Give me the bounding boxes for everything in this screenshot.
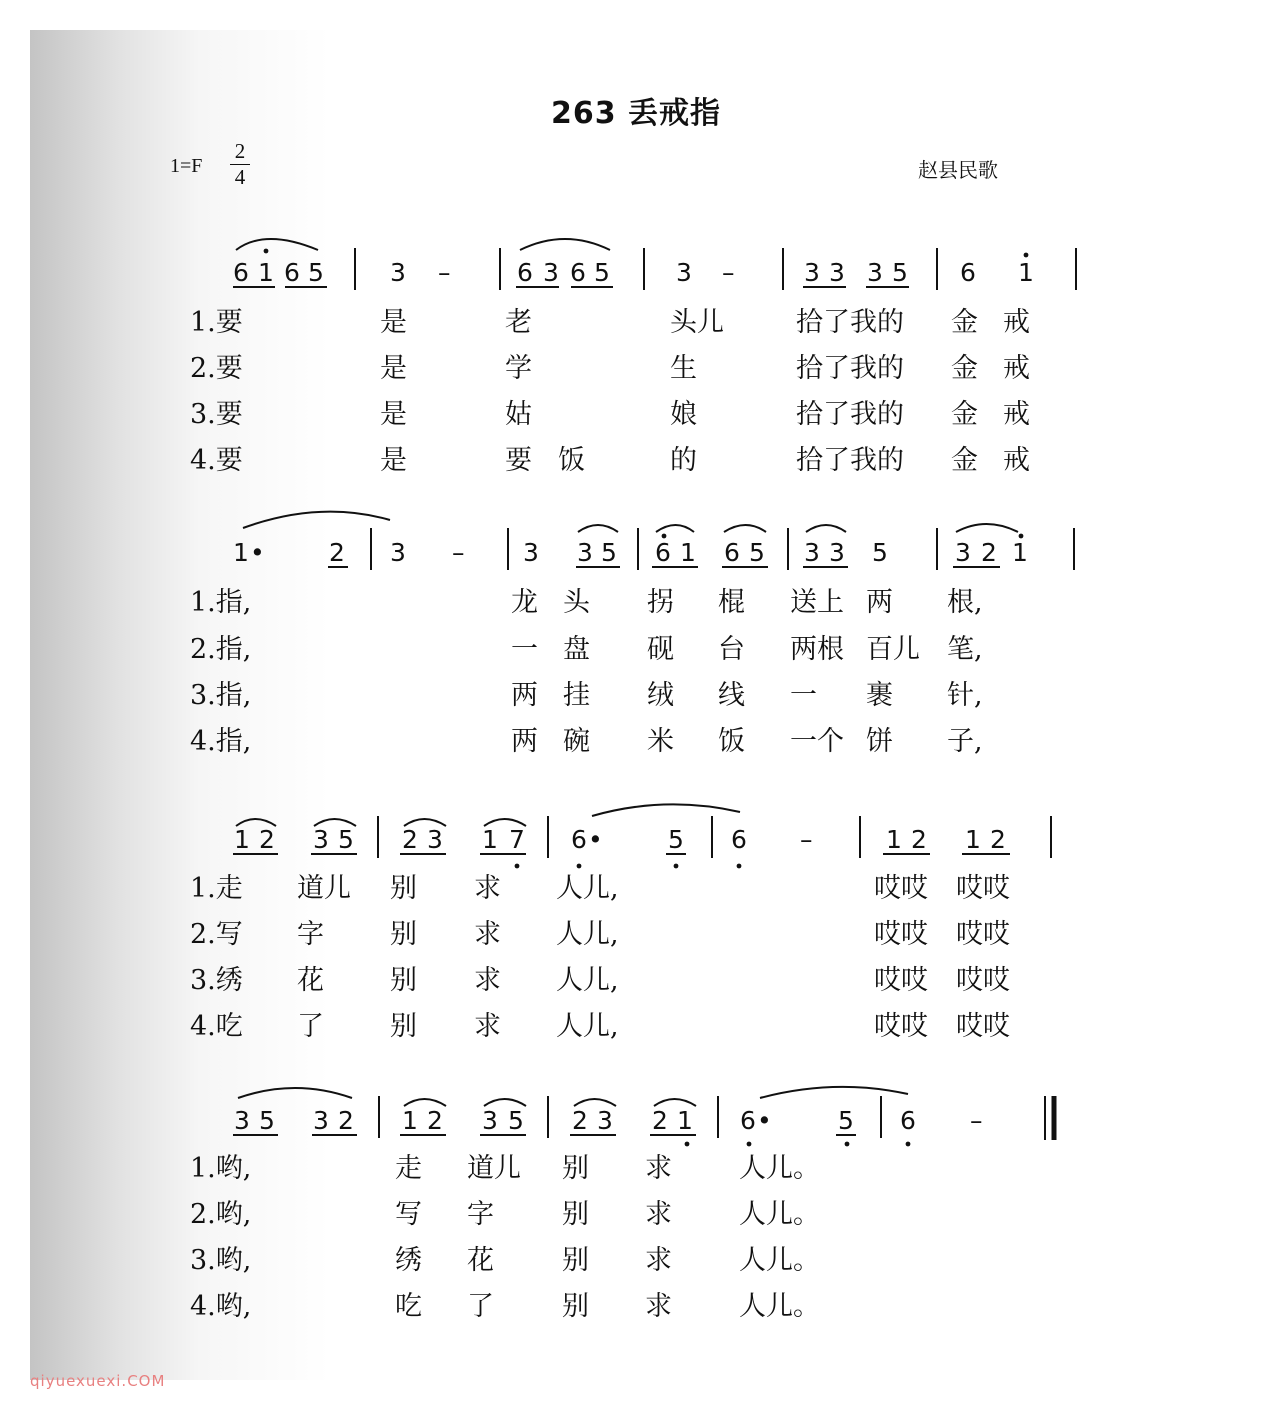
high-octave-dot xyxy=(1024,253,1029,258)
song-title: 263 丢戒指 xyxy=(550,96,722,131)
note: 2 xyxy=(402,825,418,854)
note: 3 xyxy=(390,538,406,567)
lyric: 求 xyxy=(645,1199,672,1230)
lyric: 一个 xyxy=(790,726,844,757)
note: 6 xyxy=(900,1106,916,1135)
lyric: 别 xyxy=(390,1011,417,1042)
lyric: 子, xyxy=(947,726,983,757)
note: 5 xyxy=(338,825,354,854)
lyric: 3.绣 xyxy=(190,965,243,996)
note: 5 xyxy=(308,258,324,287)
lyric: 人儿, xyxy=(556,919,619,950)
dash: – xyxy=(722,258,735,287)
lyric: 头儿 xyxy=(670,307,724,338)
lyric: 别 xyxy=(390,919,417,950)
note: 3 xyxy=(543,258,559,287)
note: 5 xyxy=(668,825,684,854)
note: 6 xyxy=(731,825,747,854)
note: 5 xyxy=(838,1106,854,1135)
lyric: 3.要 xyxy=(190,399,243,430)
lyric: 一 xyxy=(790,680,817,711)
time-signature-top: 2 xyxy=(234,139,246,163)
note: 1 xyxy=(680,538,696,567)
lyric: 吃 xyxy=(395,1291,422,1322)
note: 1 xyxy=(1018,258,1034,287)
lyric: 要 xyxy=(505,445,532,476)
slur xyxy=(243,512,390,528)
note: 3 xyxy=(597,1106,613,1135)
lyric: 3.哟, xyxy=(190,1245,252,1276)
lyric: 4.吃 xyxy=(190,1011,243,1042)
lyric: 道儿 xyxy=(297,873,351,904)
lyric: 了 xyxy=(297,1011,324,1042)
note: 3 xyxy=(523,538,539,567)
note: 3 xyxy=(390,258,406,287)
lyric: 别 xyxy=(562,1291,589,1322)
note: 3 xyxy=(313,1106,329,1135)
lyric: 针, xyxy=(947,680,983,711)
lyric: 是 xyxy=(380,353,407,384)
lyric: 走 xyxy=(395,1153,422,1184)
note: 6 xyxy=(740,1106,756,1135)
lyric: 哎哎 xyxy=(956,919,1010,950)
lyric: 别 xyxy=(390,873,417,904)
lyric: 碗 xyxy=(563,726,590,757)
slur xyxy=(592,804,740,816)
lyric: 别 xyxy=(562,1199,589,1230)
lyric: 求 xyxy=(645,1153,672,1184)
lyric: 戒 xyxy=(1003,445,1030,476)
key-signature: 1=F xyxy=(170,155,203,177)
note: 6 xyxy=(724,538,740,567)
lyric: 人儿。 xyxy=(739,1199,820,1230)
lyric: 人儿, xyxy=(556,873,619,904)
note: 3 xyxy=(804,538,820,567)
lyric: 写 xyxy=(395,1199,422,1230)
note: 2 xyxy=(652,1106,668,1135)
lyric: 哎哎 xyxy=(956,1011,1010,1042)
lyric: 线 xyxy=(718,680,745,711)
slur xyxy=(578,525,618,532)
slur xyxy=(724,525,766,532)
lyric: 3.指, xyxy=(190,680,252,711)
note: 5 xyxy=(594,258,610,287)
lyric: 人儿。 xyxy=(739,1153,820,1184)
note: 5 xyxy=(508,1106,524,1135)
song-source: 赵县民歌 xyxy=(918,158,998,182)
lyric: 金 xyxy=(951,399,978,430)
note: 1 xyxy=(1012,538,1028,567)
low-octave-dot xyxy=(515,864,520,869)
lyric: 拾了我的 xyxy=(796,307,904,338)
note: 6 xyxy=(960,258,976,287)
lyric: 饭 xyxy=(718,726,745,757)
note: 3 xyxy=(804,258,820,287)
lyric: 字 xyxy=(297,919,324,950)
lyric: 戒 xyxy=(1003,353,1030,384)
augmentation-dot: • xyxy=(757,1106,772,1135)
note: 1 xyxy=(965,825,981,854)
low-octave-dot xyxy=(737,864,742,869)
lyric: 姑 xyxy=(505,399,532,430)
lyric: 两 xyxy=(866,587,893,618)
lyric: 1.指, xyxy=(190,587,252,618)
note: 6 xyxy=(655,538,671,567)
lyric: 学 xyxy=(505,353,532,384)
lyric: 2.哟, xyxy=(190,1199,252,1230)
note: 1 xyxy=(233,538,249,567)
lyric: 哎哎 xyxy=(956,965,1010,996)
note: 6 xyxy=(571,825,587,854)
lyric: 老 xyxy=(505,307,532,338)
lyric: 哎哎 xyxy=(956,873,1010,904)
lyric: 道儿 xyxy=(467,1153,521,1184)
slur xyxy=(238,1088,352,1098)
note: 1 xyxy=(402,1106,418,1135)
note: 2 xyxy=(572,1106,588,1135)
lyric: 戒 xyxy=(1003,399,1030,430)
slur xyxy=(656,525,694,532)
note: 2 xyxy=(338,1106,354,1135)
lyric: 砚 xyxy=(647,634,674,665)
slur xyxy=(520,239,610,250)
lyric: 挂 xyxy=(563,680,590,711)
lyric: 台 xyxy=(718,634,745,665)
lyric: 盘 xyxy=(563,634,590,665)
augmentation-dot: • xyxy=(588,825,603,854)
time-signature-bottom: 4 xyxy=(234,165,246,189)
lyric: 1.走 xyxy=(190,873,243,904)
note: 1 xyxy=(234,825,250,854)
lyric: 一 xyxy=(511,634,538,665)
dash: – xyxy=(970,1106,983,1135)
lyric: 绣 xyxy=(395,1245,422,1276)
low-octave-dot xyxy=(906,1142,911,1147)
note: 3 xyxy=(829,538,845,567)
augmentation-dot: • xyxy=(250,538,265,567)
lyric: 花 xyxy=(467,1245,494,1276)
note: 1 xyxy=(482,825,498,854)
lyric: 求 xyxy=(474,965,501,996)
slur xyxy=(236,239,318,250)
note: 1 xyxy=(258,258,274,287)
dash: – xyxy=(438,258,451,287)
lyric: 米 xyxy=(647,726,674,757)
lyric: 4.哟, xyxy=(190,1291,252,1322)
lyric: 求 xyxy=(474,1011,501,1042)
lyric: 字 xyxy=(467,1199,494,1230)
note: 3 xyxy=(867,258,883,287)
lyric: 娘 xyxy=(670,399,697,430)
lyric: 两根 xyxy=(790,634,844,665)
lyric: 哎哎 xyxy=(874,873,928,904)
note: 2 xyxy=(427,1106,443,1135)
lyric: 求 xyxy=(645,1291,672,1322)
note: 3 xyxy=(955,538,971,567)
note: 3 xyxy=(676,258,692,287)
lyric: 了 xyxy=(467,1291,494,1322)
dash: – xyxy=(452,538,465,567)
lyric: 哎哎 xyxy=(874,919,928,950)
lyric: 人儿, xyxy=(556,1011,619,1042)
lyric: 求 xyxy=(645,1245,672,1276)
note: 7 xyxy=(509,825,525,854)
lyric: 棍 xyxy=(718,587,745,618)
watermark: qiyuexuexi.COM xyxy=(30,1372,166,1390)
note: 5 xyxy=(259,1106,275,1135)
lyric: 是 xyxy=(380,445,407,476)
note: 3 xyxy=(482,1106,498,1135)
note: 2 xyxy=(981,538,997,567)
lyric: 别 xyxy=(390,965,417,996)
lyric: 2.写 xyxy=(190,919,243,950)
low-octave-dot xyxy=(685,1142,690,1147)
lyric: 别 xyxy=(562,1153,589,1184)
lyric: 送上 xyxy=(790,587,844,618)
lyric: 的 xyxy=(670,445,697,476)
lyric: 两 xyxy=(511,680,538,711)
lyric: 拐 xyxy=(647,587,674,618)
lyric: 戒 xyxy=(1003,307,1030,338)
note: 2 xyxy=(329,538,345,567)
note: 3 xyxy=(427,825,443,854)
lyric: 4.要 xyxy=(190,445,243,476)
low-octave-dot xyxy=(845,1142,850,1147)
lyric: 别 xyxy=(562,1245,589,1276)
lyric: 头 xyxy=(563,587,590,618)
note: 2 xyxy=(911,825,927,854)
lyric: 金 xyxy=(951,353,978,384)
slur xyxy=(404,1099,446,1106)
lyric: 1.哟, xyxy=(190,1153,252,1184)
lyric: 金 xyxy=(951,307,978,338)
note: 2 xyxy=(259,825,275,854)
lyric: 是 xyxy=(380,399,407,430)
slur xyxy=(806,525,846,532)
lyric: 绒 xyxy=(647,680,674,711)
lyric: 金 xyxy=(951,445,978,476)
note: 6 xyxy=(517,258,533,287)
lyric: 1.要 xyxy=(190,307,243,338)
lyric: 生 xyxy=(670,353,697,384)
lyric: 求 xyxy=(474,919,501,950)
lyric: 根, xyxy=(947,587,983,618)
note: 3 xyxy=(829,258,845,287)
lyric: 裹 xyxy=(866,680,893,711)
note: 5 xyxy=(749,538,765,567)
lyric: 4.指, xyxy=(190,726,252,757)
lyric: 人儿, xyxy=(556,965,619,996)
high-octave-dot xyxy=(264,249,269,254)
lyric: 饭 xyxy=(558,445,585,476)
lyric: 两 xyxy=(511,726,538,757)
lyric: 哎哎 xyxy=(874,965,928,996)
note: 2 xyxy=(990,825,1006,854)
lyric: 花 xyxy=(297,965,324,996)
lyric: 人儿。 xyxy=(739,1245,820,1276)
slur xyxy=(484,1099,526,1106)
low-octave-dot xyxy=(674,864,679,869)
note: 5 xyxy=(892,258,908,287)
lyric: 拾了我的 xyxy=(796,445,904,476)
note: 3 xyxy=(234,1106,250,1135)
lyric: 哎哎 xyxy=(874,1011,928,1042)
lyric: 2.指, xyxy=(190,634,252,665)
lyric: 百儿 xyxy=(866,634,920,665)
note: 5 xyxy=(872,538,888,567)
slur xyxy=(574,1099,616,1106)
note: 6 xyxy=(570,258,586,287)
note: 6 xyxy=(233,258,249,287)
lyric: 龙 xyxy=(511,587,538,618)
lyric: 2.要 xyxy=(190,353,243,384)
lyric: 拾了我的 xyxy=(796,353,904,384)
lyric: 饼 xyxy=(866,726,893,757)
note: 3 xyxy=(577,538,593,567)
dash: – xyxy=(800,825,813,854)
lyric: 笔, xyxy=(947,634,983,665)
note: 1 xyxy=(886,825,902,854)
lyric: 求 xyxy=(474,873,501,904)
note: 3 xyxy=(313,825,329,854)
slur xyxy=(760,1087,908,1098)
slur xyxy=(654,1099,696,1106)
lyric: 人儿。 xyxy=(739,1291,820,1322)
lyric: 拾了我的 xyxy=(796,399,904,430)
note: 6 xyxy=(284,258,300,287)
lyric: 是 xyxy=(380,307,407,338)
note: 1 xyxy=(677,1106,693,1135)
note: 5 xyxy=(601,538,617,567)
slur xyxy=(956,524,1018,532)
